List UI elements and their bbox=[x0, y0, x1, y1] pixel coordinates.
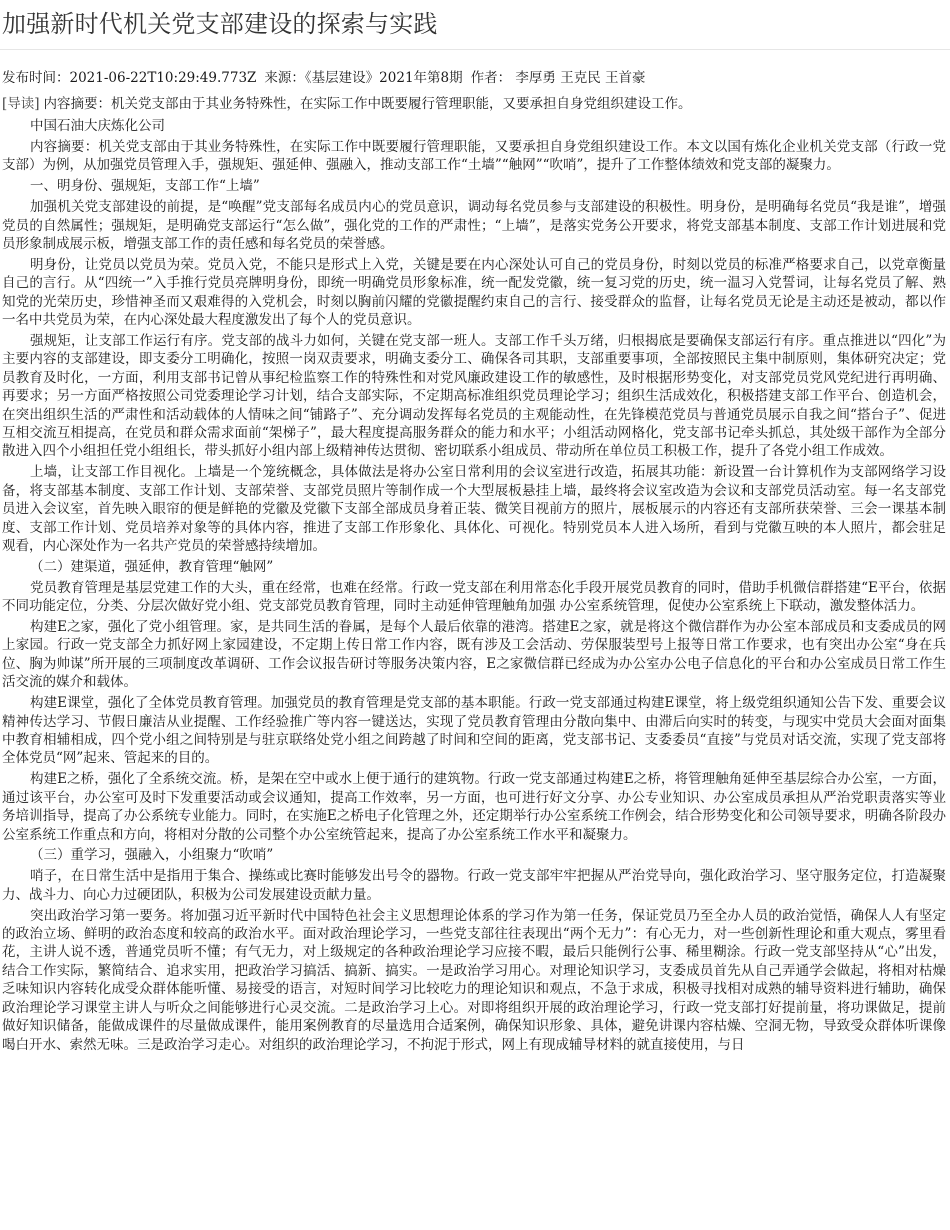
author-org: 中国石油大庆炼化公司 bbox=[30, 118, 165, 134]
paragraph: 哨子，在日常生活中是指用于集合、操练或比赛时能够发出号令的器物。行政一党支部牢牢把握从严治党导向，强化政治学习、坚守服务定位，打造凝聚力、战斗力、向心力过硬团队，积极为公司发展建设贡献力量。 bbox=[2, 868, 946, 903]
paragraph: 强规矩，让支部工作运行有序。党支部的战斗力如何，关键在党支部一班人。支部工作千头万绪，归根揭底是要确保支部运行有序。重点推进以“四化”为主要内容的支部建设，即支委分工明确化，按照一岗双责要求，明确支委分工、确保各司其职，支部重要事项，全部按照民主集中制原则，集体研究决定；党员教育及时化，一方面，利用支部书记曾从事纪检监察工作的特殊性和对党风廉政建设工作的敏感性，及时根据形势变化，对支部党员党风党纪进行再明确、再要求；另一方面严格按照公司党委理论学习计划，结合支部实际，不定期高标准组织党员理论学习；组织生活成效化，积极搭建支部工作平台、创造机会，在突出组织生活的严肃性和活动载体的人情味之间“铺路子”、充分调动发挥每名党员的主观能动性，在先锋模范党员与普通党员展示自我之间“搭台子”、促进互相交流互相提高，在党员和群众需求面前“架梯子”，最大程度提高服务群众的能力和水平；小组活动网格化，党支部书记牵头抓总，其处级干部作为全部分散进入四个小组担任党小组组长，带头抓好小组内部上级精神传达贯彻、密切联系小组成员、带动所在单位员工积极工作，提升了各党小组工作成效。 bbox=[2, 332, 946, 460]
paragraph: 明身份，让党员以党员为荣。党员入党，不能只是形式上入党，关键是要在内心深处认可自己的党员身份，时刻以党员的标准严格要求自己，以党章衡量自己的言行。从“四统一”入手推行党员亮牌明身份，即统一明确党员形象标准，统一配发党徽，统一复习党的历史，统一温习入党誓词，让每名党员了解、熟知党的光荣历史，珍惜神圣而又艰难得的入党机会，时刻以胸前闪耀的党徽提醒约束自己的言行、接受群众的监督，让每名党员无论是主动还是被动，都以作一名中共党员为荣，在内心深处最大程度激发出了每个人的党员意识。 bbox=[2, 256, 946, 329]
paragraph: 构建E课堂，强化了全体党员教育管理。加强党员的教育管理是党支部的基本职能。行政一党支部通过构建E课堂，将上级党组织通知公告下发、重要会议精神传达学习、节假日廉洁从业提醒、工作经验推广等内容一键送达，实现了党员教育管理由分散向集中、由滞后向实时的转变，与现实中党员大会面对面集中教育相辅相成，四个党小组之间特别是与驻京联络处党小组之间跨越了时间和空间的距离，党支部书记、支委委员“直接”与党员对话交流，实现了党支部将全体党员“网”起来、管起来的目的。 bbox=[2, 695, 946, 767]
section-heading: （三）重学习，强融入，小组聚力“吹哨” bbox=[30, 847, 274, 864]
section-heading: （二）建渠道，强延伸，教育管理“触网” bbox=[30, 558, 274, 575]
article-body bbox=[2, 117, 946, 1056]
paragraph: 构建E之桥，强化了全系统交流。桥，是架在空中或水上便于通行的建筑物。行政一党支部通过构建E之桥，将管理触角延伸至基层综合办公室，一方面，通过该平台，办公室可及时下发重要活动或会议通知，提高工作效率，另一方面，也可进行好文分享、办公专业知识、办公室成员承担从严治党职责落实等业务培训指导，提高了办公系统专业能力。同时，在实施E之桥电子化管理之外，还定期举行办公室系统工作例会，结合形势变化和公司领导要求，明确各阶段办公室系统工作重点和方向，将相对分散的公司整个办公室统管起来，提高了办公室系统工作水平和凝聚力。 bbox=[2, 771, 946, 843]
paragraph: 突出政治学习第一要务。将加强习近平新时代中国特色社会主义思想理论体系的学习作为第一任务，保证党员乃至全办人员的政治觉悟，确保人人有坚定的政治立场、鲜明的政治态度和较高的政治水平。面对政治理论学习，一些党支部往往表现出“两个无力”：有心无力，对一些创新性理论和重大观点，雾里看花，主讲人说不透，普通党员听不懂；有气无力，对上级规定的各种政治理论学习应接不暇，最后只能例行公事、稀里糊涂。行政一党支部坚持从“心”出发，结合工作实际，繁简结合、追求实用，把政治学习搞活、搞新、搞实。一是政治学习用心。对理论知识学习，支委成员首先从自己弄通学会做起，将相对枯燥乏味知识内容转化成受众群体能听懂、易接受的语言，对短时间学习比较吃力的理论知识和观点，不急于求成，积极寻找相对成熟的辅导资料进行辅助，确保政治理论学习课堂主讲人与听众之间能够进行心灵交流。二是政治学习上心。对即将组织开展的政治理论学习，行政一党支部打好提前量，将功课做足，提前做好知识储备，能做成课件的尽量做成课件，能用案例教育的尽量选用合适案例，确保知识形象、具体，避免讲课内容枯燥、空洞无物，导致受众群体听课像喝白开水、索然无味。三是政治学习走心。对组织的政治理论学习，不拘泥于形式，网上有现成辅导材料的就直接使用，与日 bbox=[2, 907, 946, 1053]
paragraph: 构建E之家，强化了党小组管理。家，是共同生活的眷属，是每个人最后依靠的港湾。搭建E之家，就是将这个微信群作为办公室本部成员和支委成员的网上家园。行政一党支部全力抓好网上家园建设，不定期上传日常工作内容，既有涉及工会活动、劳保服装型号上报等日常工作要求，也有突出办公室“身在兵位、胸为帅谋”所开展的三项制度改革调研、工作会议报告研讨等服务决策内容，E之家微信群已经成为办公室办公电子信息化的平台和办公室成员日常工作生活交流的媒介和载体。 bbox=[2, 619, 946, 691]
publish-time: 发布时间：2021-06-22T10:29:49.773Z bbox=[2, 70, 257, 86]
source: 来源：《基层建设》2021年第8期 bbox=[264, 70, 463, 86]
lead-text: 内容摘要：机关党支部由于其业务特殊性，在实际工作中既要履行管理职能，又要承担自身党组织建设工作。 bbox=[43, 96, 692, 112]
authors: 作者： 李厚勇 王克民 王首豪 bbox=[470, 70, 646, 86]
title-divider bbox=[0, 49, 950, 50]
paragraph: 加强机关党支部建设的前提，是“唤醒”党支部每名成员内心的党员意识，调动每名党员参与支部建设的积极性。明身份，是明确每名党员“我是谁”，增强党员的自然属性；强规矩，是明确党支部运行“怎么做”，强化党的工作的严肃性；“上墙”，是落实党务公开要求，将党支部基本制度、支部工作计划进展和党员形象制成展示板，增强支部工作的责任感和每名党员的荣誉感。 bbox=[2, 199, 946, 252]
paragraph: 上墙，让支部工作目视化。上墙是一个笼统概念，具体做法是将办公室日常利用的会议室进行改造，拓展其功能：新设置一台计算机作为支部网络学习设备，将支部基本制度、支部工作计划、支部荣誉、支部党员照片等制作成一个大型展板悬挂上墙，最终将会议室改造为会议和支部党员活动室。每一名支部党员进入会议室，首先映入眼帘的便是鲜艳的党徽及党徽下支部全部成员身着正装、微笑目视前方的照片，展板展示的内容还有支部所获荣誉、三会一课基本制度、支部工作计划、党员培养对象等的具体内容，推进了支部工作形象化、具体化、可视化。特别党员本人进入场所，看到与党徽互映的本人照片，都会驻足观看，内心深处作为一名共产党员的荣誉感持续增加。 bbox=[2, 464, 946, 554]
page-title: 加强新时代机关党支部建设的探索与实践 bbox=[2, 10, 438, 38]
lead-summary bbox=[2, 94, 692, 114]
lead-tag: [导读] bbox=[2, 96, 40, 112]
section-heading: 一、明身份、强规矩，支部工作“上墙” bbox=[30, 178, 260, 195]
paragraph: 内容摘要：机关党支部由于其业务特殊性，在实际工作中既要履行管理职能，又要承担自身党组织建设工作。本文以国有炼化企业机关党支部（行政一党支部）为例，从加强党员管理入手，强规矩、强延伸、强融入，推动支部工作“土墙”“触网”“吹哨”，提升了工作整体绩效和党支部的凝聚力。 bbox=[2, 138, 946, 174]
paragraph: 党员教育管理是基层党建工作的大头，重在经常，也难在经常。行政一党支部在利用常态化手段开展党员教育的同时，借助手机微信群搭建“E平台，依据不同功能定位，分类、分层次做好党小组、党支部党员教育管理，同时主动延伸管理触角加强 办公室系统管理，促使办公室系统上下联动，激发整体活力。 bbox=[2, 579, 946, 615]
article-meta bbox=[2, 68, 654, 88]
